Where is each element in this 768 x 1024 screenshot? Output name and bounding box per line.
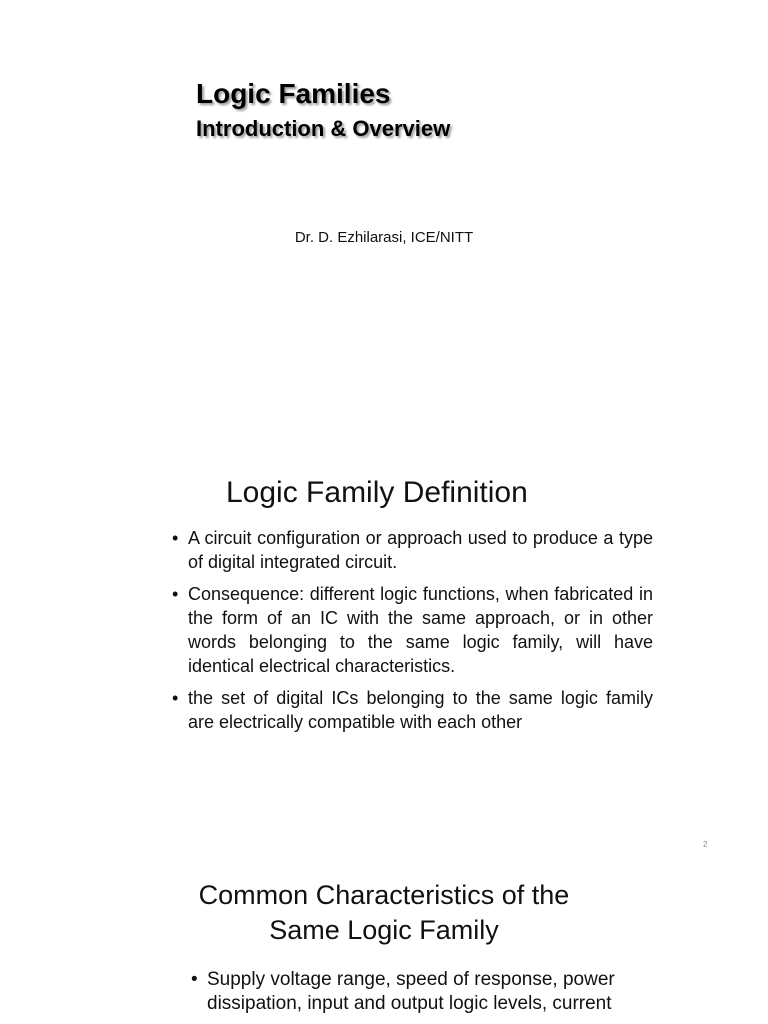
bullet-item <box>172 582 653 678</box>
bullet-icon: • <box>172 528 179 548</box>
bullet-list <box>172 526 653 742</box>
slide-subtitle: Introduction & Overview <box>196 116 451 141</box>
bullet-text: Consequence: different logic functions, when fabricated in the form of an IC with the same approach, or in other words belonging to the same logic family, will have identical electrical characteristics. <box>188 584 653 676</box>
bullet-text: Supply voltage range, speed of response, power dissipation, input and output logic levels, current <box>207 969 615 1014</box>
slide-heading <box>0 878 768 948</box>
heading-line: Same Logic Family <box>269 915 499 945</box>
slide-main-title: Logic Families <box>196 78 391 109</box>
bullet-item <box>191 968 661 1016</box>
bullet-icon: • <box>172 584 179 604</box>
bullet-list <box>191 968 661 1016</box>
heading-line: Common Characteristics of the <box>198 880 570 910</box>
author-line: Dr. D. Ezhilarasi, ICE/NITT <box>294 229 474 246</box>
bullet-text: the set of digital ICs belonging to the same logic family are electrically compatible with each other <box>188 688 653 732</box>
page-number: 2 <box>703 840 708 849</box>
bullet-item <box>172 686 653 734</box>
slide-heading: Logic Family Definition <box>226 476 528 509</box>
bullet-icon: • <box>172 688 179 708</box>
slide-title <box>0 0 768 440</box>
slide-characteristics <box>0 860 768 1024</box>
bullet-icon: • <box>191 969 198 990</box>
slide-definition <box>0 440 768 860</box>
bullet-item <box>172 526 653 574</box>
bullet-text: A circuit configuration or approach used to produce a type of digital integrated circuit. <box>188 528 653 572</box>
